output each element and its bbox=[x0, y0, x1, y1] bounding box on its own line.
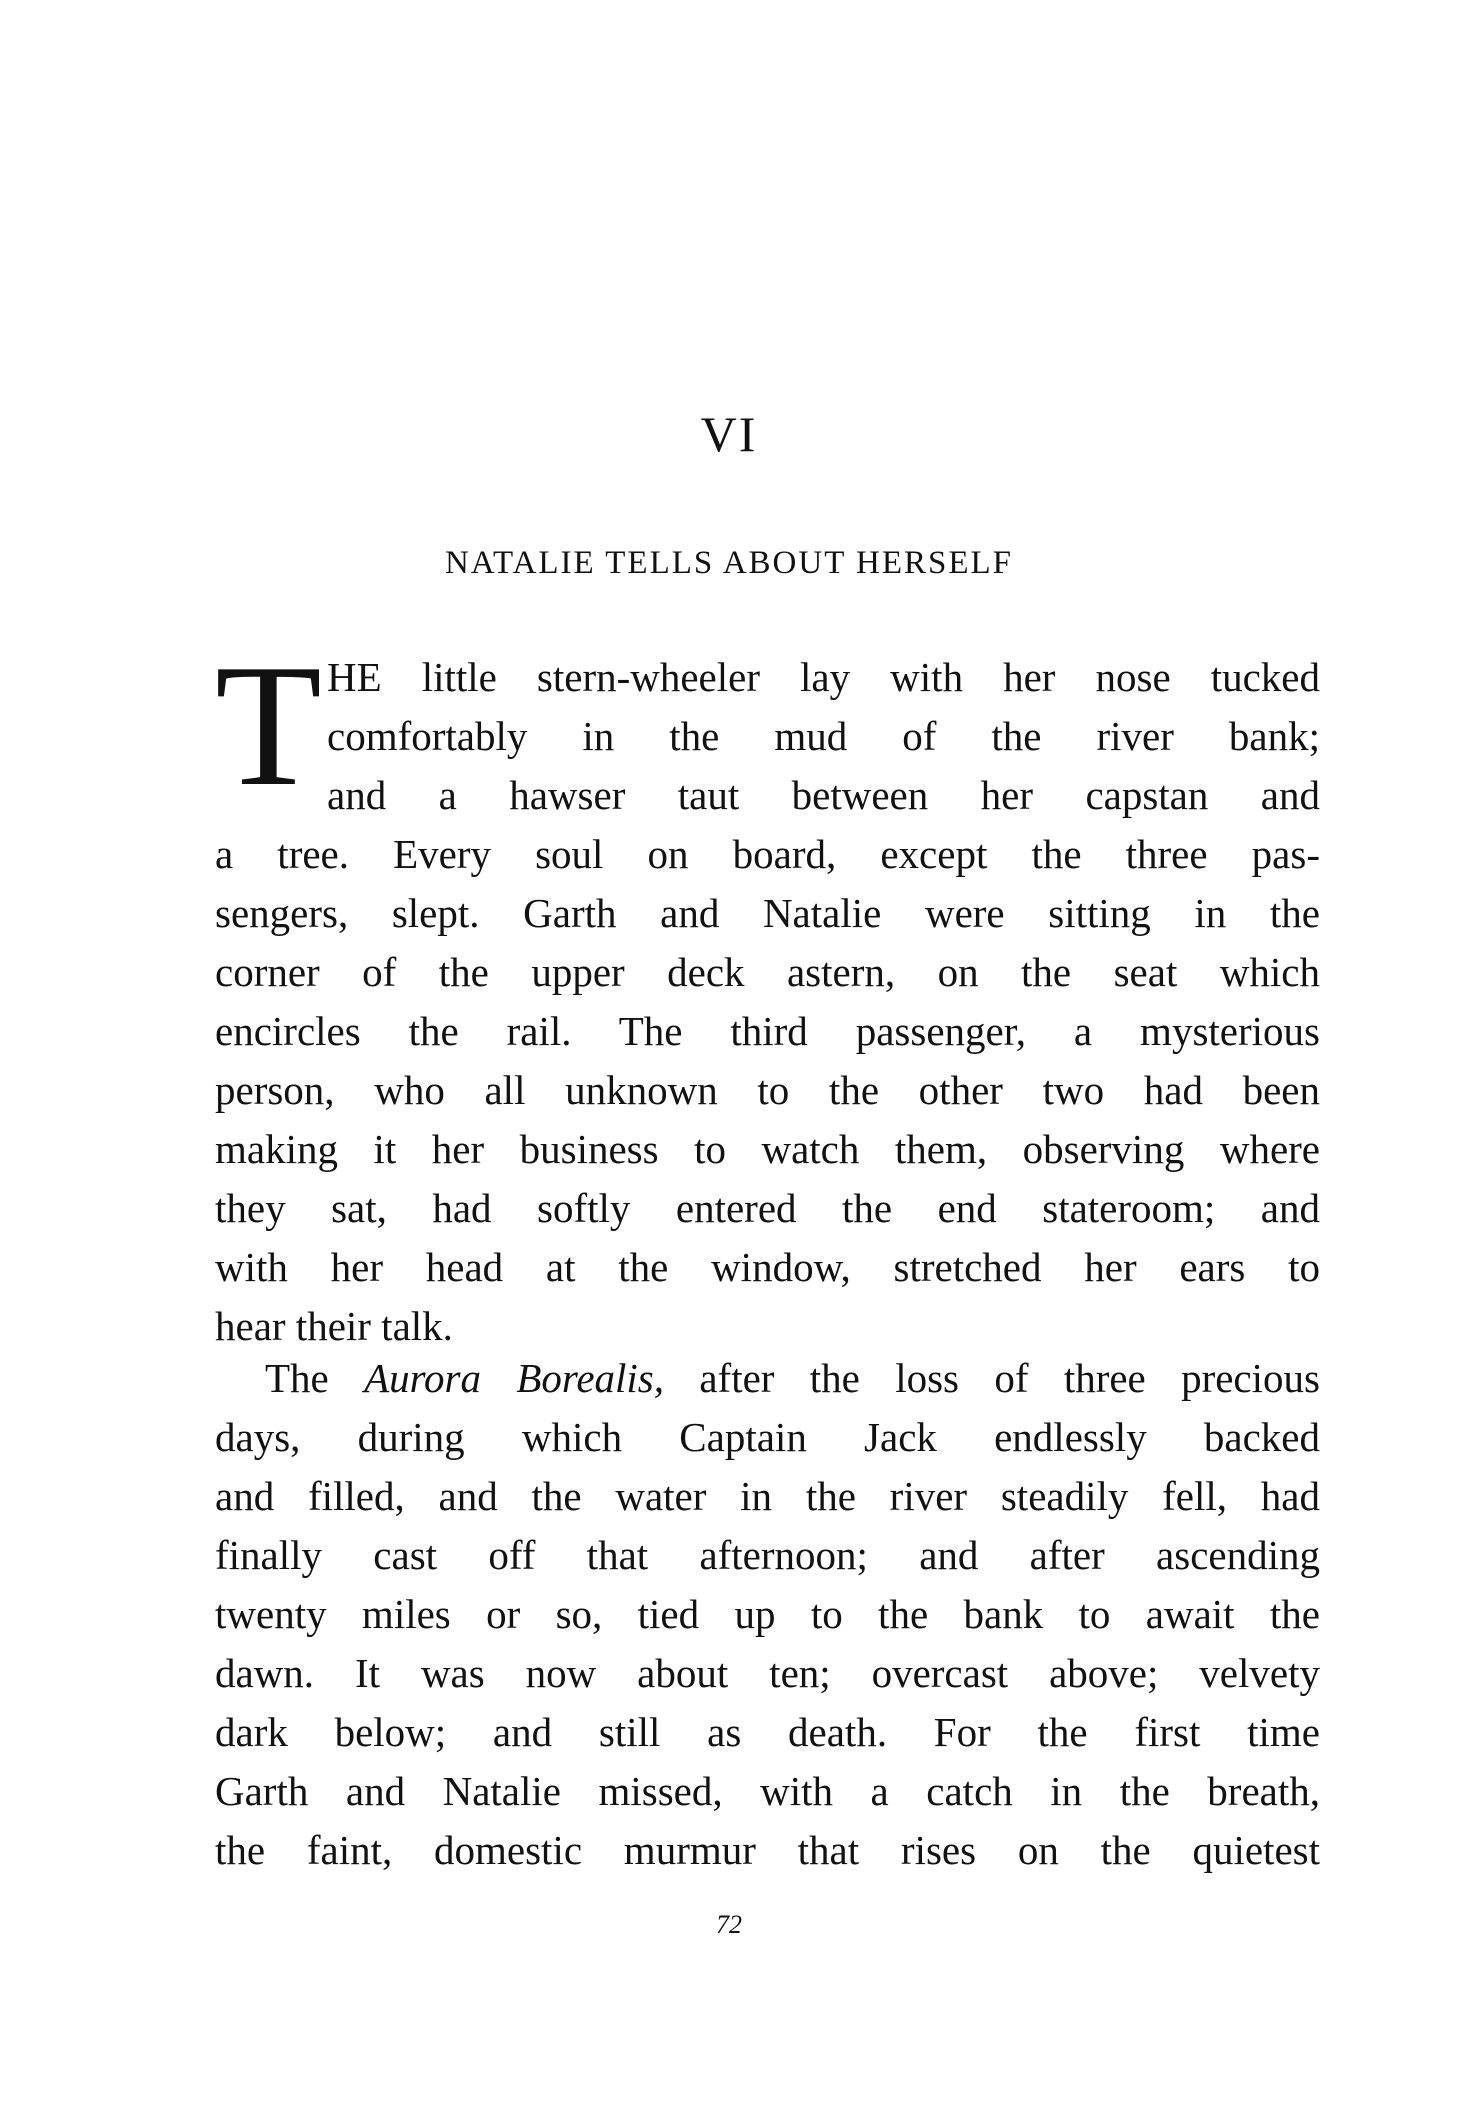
text-line: dawn. It was now about ten; overcast above; velvety bbox=[215, 1650, 1320, 1696]
text-run: after the loss of three precious bbox=[664, 1355, 1320, 1401]
text-line: making it her business to watch them, observing where bbox=[215, 1126, 1320, 1172]
drop-cap: T bbox=[215, 628, 322, 822]
chapter-number: VI bbox=[700, 406, 758, 462]
paragraph-1 bbox=[215, 628, 1320, 1356]
text-line: with her head at the window, stretched her ears to bbox=[215, 1244, 1320, 1290]
ship-name: Aurora Borealis, bbox=[364, 1355, 665, 1401]
text-line: encircles the rail. The third passenger, a mysterious bbox=[215, 1008, 1320, 1054]
text-line: person, who all unknown to the other two had been bbox=[215, 1067, 1320, 1113]
text-run: The bbox=[265, 1355, 365, 1401]
text-line: comfortably in the mud of the river bank; bbox=[327, 713, 1320, 759]
text-line: twenty miles or so, tied up to the bank to await the bbox=[215, 1591, 1320, 1637]
text-line: sengers, slept. Garth and Natalie were sitting in the bbox=[215, 890, 1320, 936]
text-line: HE little stern-wheeler lay with her nose tucked bbox=[327, 654, 1320, 700]
paragraph-2 bbox=[215, 1349, 1320, 1880]
text-line: corner of the upper deck astern, on the seat which bbox=[215, 949, 1320, 995]
text-line: and filled, and the water in the river steadily fell, had bbox=[215, 1473, 1320, 1519]
chapter-title: NATALIE TELLS ABOUT HERSELF bbox=[444, 545, 1014, 581]
text-line: hear their talk. bbox=[215, 1303, 453, 1349]
text-line: dark below; and still as death. For the first time bbox=[215, 1709, 1320, 1755]
text-line: Garth and Natalie missed, with a catch in the breath, bbox=[215, 1768, 1320, 1814]
text-line-first bbox=[215, 1349, 1320, 1408]
text-line: a tree. Every soul on board, except the three pas- bbox=[215, 831, 1320, 877]
text-line: they sat, had softly entered the end stateroom; and bbox=[215, 1185, 1320, 1231]
page-number: 72 bbox=[716, 1910, 742, 1939]
text-line: days, during which Captain Jack endlessly backed bbox=[215, 1414, 1320, 1460]
text-line: finally cast off that afternoon; and after ascending bbox=[215, 1532, 1320, 1578]
text-line: the faint, domestic murmur that rises on the quietest bbox=[215, 1827, 1320, 1873]
text-line: and a hawser taut between her capstan and bbox=[327, 772, 1320, 818]
